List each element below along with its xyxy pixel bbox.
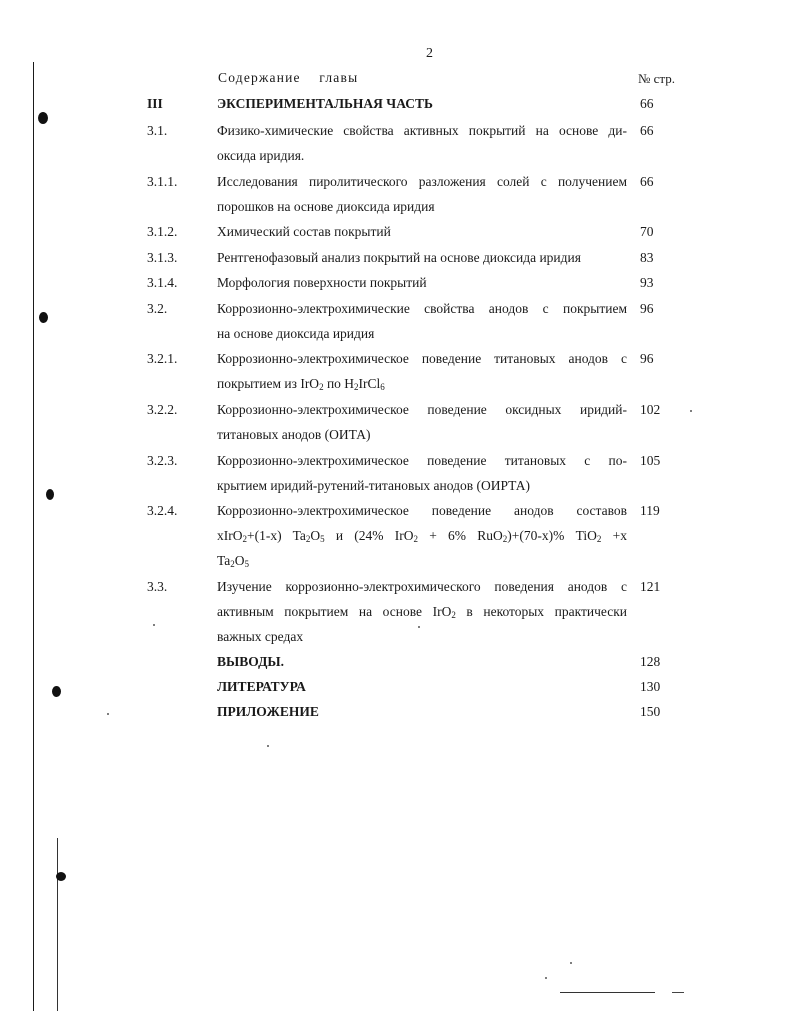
toc-title: Коррозионно-электрохимическое поведение титановых анодов с покрытием из IrO$_2$ по $H_2IrCl_6$ (217, 351, 627, 392)
toc-title: Морфология поверхности покрытий (217, 275, 427, 290)
hole-punch-mark (56, 872, 66, 881)
toc-page: 102 (640, 402, 661, 417)
column-header-content: Содержание главы (218, 70, 359, 85)
scan-speck (545, 977, 547, 979)
toc-title: Коррозионно-электрохимическое поведение титановых с по- крытием иридий-рутений-титановых анодов (ОИРТА) (217, 453, 627, 493)
page-number: 2 (426, 46, 433, 61)
hole-punch-mark (39, 312, 48, 323)
toc-page: 119 (640, 503, 660, 518)
scan-rule (560, 992, 655, 993)
scan-speck (153, 624, 155, 626)
toc-title: Рентгенофазовый анализ покрытий на основе диоксида иридия (217, 250, 581, 265)
toc-number: 3.2.4. (147, 503, 178, 518)
toc-number: 3.2.2. (147, 402, 178, 417)
column-header-page: № стр. (638, 71, 676, 86)
toc-page: 130 (640, 679, 661, 694)
scan-rule (672, 992, 684, 993)
toc-title: ВЫВОДЫ. (217, 654, 285, 669)
toc-number: 3.1.2. (147, 224, 178, 239)
scan-speck (267, 745, 269, 747)
toc-page: 66 (640, 96, 654, 111)
scan-speck (570, 962, 572, 964)
toc-title: Коррозионно-электрохимические свойства анодов с покрытием на основе диоксида иридия (217, 301, 627, 341)
toc-number: III (147, 96, 163, 111)
toc-page: 83 (640, 250, 654, 265)
toc-page: 105 (640, 453, 661, 468)
toc-title: ПРИЛОЖЕНИЕ (217, 704, 319, 719)
toc-title: ЭКСПЕРИМЕНТАЛЬНАЯ ЧАСТЬ (217, 96, 433, 111)
scan-speck (690, 410, 692, 412)
toc-number: 3.1.3. (147, 250, 178, 265)
hole-punch-mark (52, 686, 61, 697)
toc-number: 3.2. (147, 301, 168, 316)
scan-margin-line (33, 62, 34, 1011)
toc-page: 150 (640, 704, 661, 719)
toc-title: Физико-химические свойства активных покрытий на основе ди- оксида иридия. (217, 123, 627, 163)
toc-title: ЛИТЕРАТУРА (217, 679, 306, 694)
toc-page: 128 (640, 654, 661, 669)
hole-punch-mark (38, 112, 48, 124)
toc-page: 96 (640, 351, 654, 366)
scan-margin-line (57, 838, 58, 1011)
toc-title: Коррозионно-электрохимическое поведение оксидных иридий- титановых анодов (ОИТА) (217, 402, 627, 442)
toc-number: 3.3. (147, 579, 168, 594)
toc-page: 66 (640, 123, 654, 138)
toc-page: 96 (640, 301, 654, 316)
toc-number: 3.2.1. (147, 351, 178, 366)
toc-number: 3.2.3. (147, 453, 178, 468)
toc-title: Изучение коррозионно-электрохимического поведения анодов с активным покрытием на основе IrO$_2$ в некоторых практически важных средах (217, 579, 627, 644)
toc-title: Исследования пиролитического разложения солей с получением порошков на основе диоксида иридия (217, 174, 627, 214)
toc-number: 3.1.4. (147, 275, 178, 290)
toc-page: 121 (640, 579, 661, 594)
toc-page: 70 (640, 224, 654, 239)
scan-speck (107, 713, 109, 715)
toc-title: Коррозионно-электрохимическое поведение анодов составов xIrO$_2$+(1-x) $Ta_2O_5$ и (24% IrO$_2$ + 6% RuO$_2$)+(70-x)% TiO$_2$ +x $Ta_2O_5$ (217, 503, 627, 569)
toc-title: Химический состав покрытий (217, 224, 391, 239)
hole-punch-mark (46, 489, 54, 500)
toc-number: 3.1. (147, 123, 168, 138)
toc-page: 66 (640, 174, 654, 189)
toc-number: 3.1.1. (147, 174, 178, 189)
toc-page: 93 (640, 275, 654, 290)
